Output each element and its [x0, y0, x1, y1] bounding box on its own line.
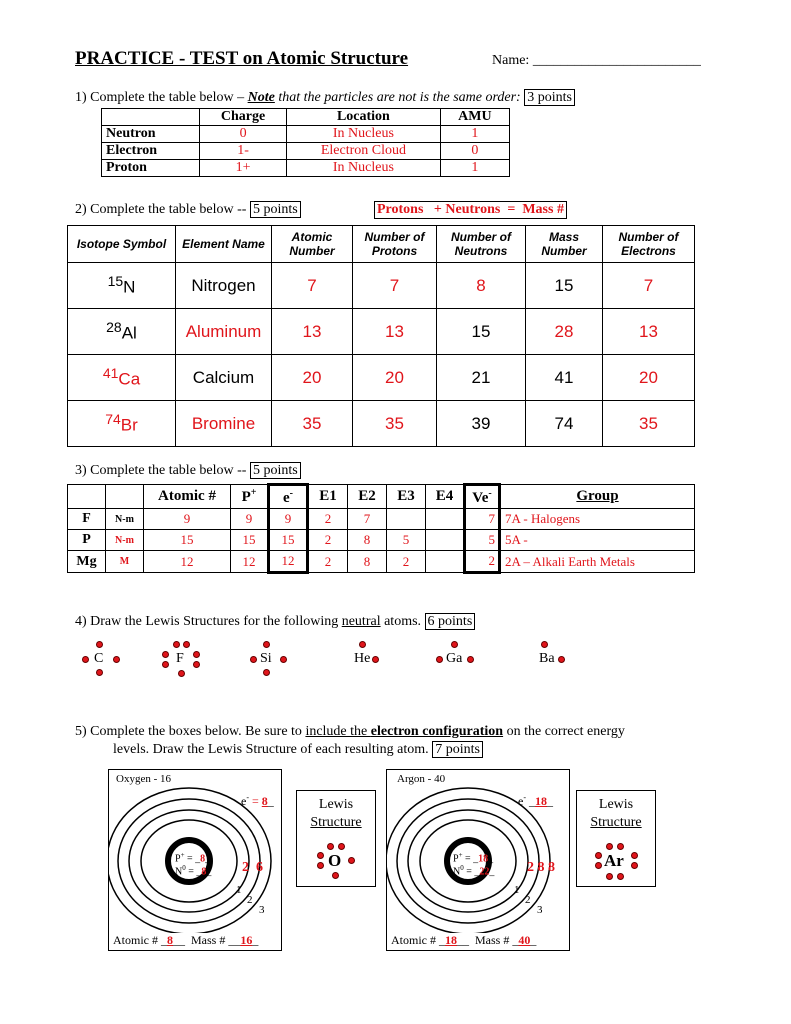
- t1-header-blank: [102, 109, 200, 126]
- particle-name: Proton: [102, 160, 200, 177]
- e3[interactable]: [387, 509, 426, 530]
- electrons[interactable]: 9: [269, 509, 308, 530]
- t2-header-atomic: Atomic Number: [272, 226, 353, 263]
- location-cell[interactable]: In Nucleus: [287, 160, 441, 177]
- atomic-number[interactable]: 12: [144, 551, 231, 573]
- protons[interactable]: 15: [231, 530, 269, 551]
- electrons[interactable]: 12: [269, 551, 308, 573]
- q4-instruction: [75, 614, 475, 630]
- e2[interactable]: 7: [348, 509, 387, 530]
- location-cell[interactable]: In Nucleus: [287, 126, 441, 143]
- atomic-number[interactable]: 9: [144, 509, 231, 530]
- electron-dot: [348, 857, 355, 864]
- group[interactable]: 2A – Alkali Earth Metals: [500, 551, 695, 573]
- structure-label: Structure: [310, 815, 362, 830]
- q1-prefix: 1) Complete the table below –: [75, 90, 248, 105]
- argon-config: 2 8 8: [527, 860, 555, 875]
- electron-dot: [263, 641, 270, 648]
- t3-header-e2: E2: [348, 485, 387, 509]
- electron-dot: [162, 661, 169, 668]
- electron-dot: [250, 656, 257, 663]
- oxygen-electron-count: e- = 8_: [241, 793, 274, 808]
- t3-header-p: P+: [231, 485, 269, 509]
- electron-dot: [595, 862, 602, 869]
- electrons[interactable]: 13: [603, 309, 695, 355]
- q5-prefix: 5) Complete the boxes below. Be sure to: [75, 724, 306, 739]
- particle-name: Neutron: [102, 126, 200, 143]
- t2-header-electrons: Number of Electrons: [603, 226, 695, 263]
- element-name[interactable]: Bromine: [176, 401, 272, 447]
- atomic-number[interactable]: 13: [272, 309, 353, 355]
- t3-header-e4: E4: [426, 485, 465, 509]
- electron-dot: [359, 641, 366, 648]
- shell-label-3: 3: [537, 904, 543, 916]
- q5-instruction-line2: [113, 742, 483, 758]
- electron-dot: [82, 656, 89, 663]
- particle-table: [101, 108, 510, 177]
- electron-dot: [178, 670, 185, 677]
- q3-points: 5 points: [250, 462, 301, 479]
- isotope-symbol[interactable]: $^{41}$Ca: [68, 355, 176, 401]
- e4[interactable]: [426, 530, 465, 551]
- q4-prefix: 4) Draw the Lewis Structures for the following: [75, 614, 342, 629]
- protons[interactable]: 35: [353, 401, 437, 447]
- t2-header-isotope: Isotope Symbol: [68, 226, 176, 263]
- q5-include: include the electron configuration: [305, 724, 504, 739]
- argon-box-label: Argon - 40: [397, 773, 446, 785]
- valence-electrons[interactable]: 5: [465, 530, 500, 551]
- q1-note: Note: [247, 90, 275, 105]
- shell-label-1: 1: [236, 884, 242, 896]
- shell-label-2: 2: [247, 894, 253, 906]
- t2-header-mass: Mass Number: [526, 226, 603, 263]
- amu-cell[interactable]: 1: [440, 160, 509, 177]
- argon-box: [386, 769, 570, 951]
- electron-dot: [193, 661, 200, 668]
- oxygen-neutrons: $N^0$ = _8_: [175, 864, 212, 878]
- isotope-symbol: $^{28}$Al: [68, 309, 176, 355]
- argon-lewis-symbol: Ar: [604, 851, 624, 870]
- oxygen-lewis-symbol: O: [328, 851, 342, 870]
- e1[interactable]: 2: [308, 551, 348, 573]
- lewis-F-symbol: F: [176, 651, 184, 666]
- protons[interactable]: 12: [231, 551, 269, 573]
- lewis-label: Lewis: [318, 797, 354, 812]
- t3-header-blank: [68, 485, 106, 509]
- t1-header-amu: AMU: [440, 109, 509, 126]
- lewis-label: Lewis: [598, 797, 634, 812]
- electron-dot: [173, 641, 180, 648]
- q1-instruction: [75, 90, 575, 106]
- charge-cell[interactable]: 1+: [200, 160, 287, 177]
- metal-type[interactable]: N-m: [106, 530, 144, 551]
- charge-cell[interactable]: 1-: [200, 143, 287, 160]
- t2-header-protons: Number of Protons: [353, 226, 437, 263]
- table-row: [68, 263, 695, 309]
- valence-electrons[interactable]: 2: [465, 551, 500, 573]
- table-row: [68, 355, 695, 401]
- electron-dot: [193, 651, 200, 658]
- element-symbol: F: [68, 509, 106, 530]
- electron-dot: [96, 641, 103, 648]
- electron-config-table: [67, 483, 695, 574]
- table-row: [102, 160, 510, 177]
- t3-header-e1: E1: [308, 485, 348, 509]
- oxygen-atomic-mass: Atomic # _8__ Mass # __16_: [113, 933, 259, 947]
- q2-points: 5 points: [250, 201, 301, 218]
- electron-dot: [631, 852, 638, 859]
- protons[interactable]: 20: [353, 355, 437, 401]
- element-name[interactable]: Aluminum: [176, 309, 272, 355]
- protons[interactable]: 13: [353, 309, 437, 355]
- e1[interactable]: 2: [308, 530, 348, 551]
- electron-dot: [595, 852, 602, 859]
- amu-cell[interactable]: 0: [440, 143, 509, 160]
- electron-dot: [183, 641, 190, 648]
- electron-dot: [317, 852, 324, 859]
- t1-header-charge: Charge: [200, 109, 287, 126]
- q2-instruction: [75, 202, 301, 218]
- electron-dot: [436, 656, 443, 663]
- argon-neutrons: $N^0$ = _22_: [453, 864, 495, 878]
- argon-electron-count: e- _18_: [518, 793, 553, 808]
- q3-instruction: [75, 463, 301, 479]
- e2[interactable]: 8: [348, 551, 387, 573]
- neutrons: 15: [437, 309, 526, 355]
- mass-number: 15: [526, 263, 603, 309]
- table-row: [102, 126, 510, 143]
- t3-header-atomic: Atomic #: [144, 485, 231, 509]
- q1-suffix: that the particles are not is the same order:: [274, 90, 521, 105]
- group[interactable]: 7A - Halogens: [500, 509, 695, 530]
- shell-label-3: 3: [259, 904, 265, 916]
- atomic-number[interactable]: 7: [272, 263, 353, 309]
- q5-line2: levels. Draw the Lewis Structure of each resulting atom.: [113, 742, 429, 757]
- location-cell[interactable]: Electron Cloud: [287, 143, 441, 160]
- group[interactable]: 5A -: [500, 530, 695, 551]
- oxygen-lewis-box: [296, 790, 376, 887]
- particle-name: Electron: [102, 143, 200, 160]
- electron-dot: [317, 862, 324, 869]
- q5-suffix: on the correct energy: [503, 724, 625, 739]
- electron-dot: [327, 843, 334, 850]
- electron-dot: [113, 656, 120, 663]
- e2[interactable]: 8: [348, 530, 387, 551]
- isotope-symbol: $^{15}$N: [68, 263, 176, 309]
- argon-atomic-mass: Atomic # _18__ Mass # _40_: [391, 933, 537, 947]
- q4-points: 6 points: [425, 613, 476, 630]
- protons[interactable]: 7: [353, 263, 437, 309]
- electron-dot: [332, 872, 339, 879]
- electron-dot: [338, 843, 345, 850]
- neutrons[interactable]: 8: [437, 263, 526, 309]
- t3-header-e: e-: [269, 485, 308, 509]
- lewis-Ga-symbol: Ga: [446, 651, 463, 666]
- electron-dot: [451, 641, 458, 648]
- electron-dot: [558, 656, 565, 663]
- oxygen-box-label: Oxygen - 16: [116, 773, 171, 785]
- element-name: Nitrogen: [176, 263, 272, 309]
- electrons[interactable]: 35: [603, 401, 695, 447]
- isotope-table: [67, 225, 695, 447]
- mass-number: 41: [526, 355, 603, 401]
- oxygen-protons: P+ = _8_: [175, 851, 211, 865]
- amu-cell[interactable]: 1: [440, 126, 509, 143]
- mass-number[interactable]: 28: [526, 309, 603, 355]
- t3-header-type: [106, 485, 144, 509]
- protons[interactable]: 9: [231, 509, 269, 530]
- electron-dot: [617, 843, 624, 850]
- t3-header-e3: E3: [387, 485, 426, 509]
- t2-header-neutrons: Number of Neutrons: [437, 226, 526, 263]
- element-symbol: Mg: [68, 551, 106, 573]
- element-symbol: P: [68, 530, 106, 551]
- electron-dot: [372, 656, 379, 663]
- t3-header-group: Group: [500, 485, 695, 509]
- oxygen-box: [108, 769, 282, 951]
- e1[interactable]: 2: [308, 509, 348, 530]
- electron-dot: [617, 873, 624, 880]
- atomic-number[interactable]: 35: [272, 401, 353, 447]
- e3[interactable]: 5: [387, 530, 426, 551]
- table-row: [68, 401, 695, 447]
- argon-protons: P+ = _18_: [453, 851, 494, 865]
- page-title: PRACTICE - TEST on Atomic Structure: [75, 48, 409, 69]
- t1-header-location: Location: [287, 109, 441, 126]
- valence-electrons[interactable]: 7: [465, 509, 500, 530]
- mass-formula: Protons + Neutrons = Mass #: [374, 201, 567, 219]
- q3-prefix: 3) Complete the table below --: [75, 463, 250, 478]
- e4[interactable]: [426, 509, 465, 530]
- e3[interactable]: 2: [387, 551, 426, 573]
- shell-label-1: 1: [514, 884, 520, 896]
- metal-type: N-m: [106, 509, 144, 530]
- electron-dot: [631, 862, 638, 869]
- atomic-number[interactable]: 20: [272, 355, 353, 401]
- argon-lewis-box: [576, 790, 656, 887]
- mass-number: 74: [526, 401, 603, 447]
- t2-header-element: Element Name: [176, 226, 272, 263]
- electron-dot: [280, 656, 287, 663]
- q5-points: 7 points: [432, 741, 483, 758]
- electron-dot: [606, 843, 613, 850]
- isotope-symbol[interactable]: $^{74}$Br: [68, 401, 176, 447]
- lewis-C-symbol: C: [94, 651, 104, 666]
- e4[interactable]: [426, 551, 465, 573]
- t3-header-ve: Ve-: [465, 485, 500, 509]
- q1-points: 3 points: [524, 89, 575, 106]
- structure-label: Structure: [590, 815, 642, 830]
- electron-dot: [467, 656, 474, 663]
- electrons[interactable]: 20: [603, 355, 695, 401]
- neutrons: 21: [437, 355, 526, 401]
- q4-neutral: neutral: [341, 614, 381, 629]
- q5-instruction-line1: [75, 724, 625, 740]
- q2-prefix: 2) Complete the table below --: [75, 202, 250, 217]
- electron-dot: [606, 873, 613, 880]
- table-row: [68, 509, 695, 530]
- lewis-Si-symbol: Si: [260, 651, 272, 666]
- metal-type[interactable]: M: [106, 551, 144, 573]
- shell-label-2: 2: [525, 894, 531, 906]
- table-row: [68, 551, 695, 573]
- table-row: [68, 530, 695, 551]
- element-name: Calcium: [176, 355, 272, 401]
- name-field[interactable]: Name: ________________________: [492, 53, 701, 68]
- electron-dot: [263, 669, 270, 676]
- electron-dot: [162, 651, 169, 658]
- table-row: [102, 143, 510, 160]
- electrons[interactable]: 7: [603, 263, 695, 309]
- table-row: [68, 309, 695, 355]
- oxygen-config: 2 6: [242, 860, 263, 875]
- lewis-Ba-symbol: Ba: [539, 651, 555, 666]
- atomic-number[interactable]: 15: [144, 530, 231, 551]
- q4-suffix: atoms.: [380, 614, 422, 629]
- charge-cell[interactable]: 0: [200, 126, 287, 143]
- lewis-He-symbol: He: [354, 651, 371, 666]
- electron-dot: [96, 669, 103, 676]
- neutrons: 39: [437, 401, 526, 447]
- electrons[interactable]: 15: [269, 530, 308, 551]
- electron-dot: [541, 641, 548, 648]
